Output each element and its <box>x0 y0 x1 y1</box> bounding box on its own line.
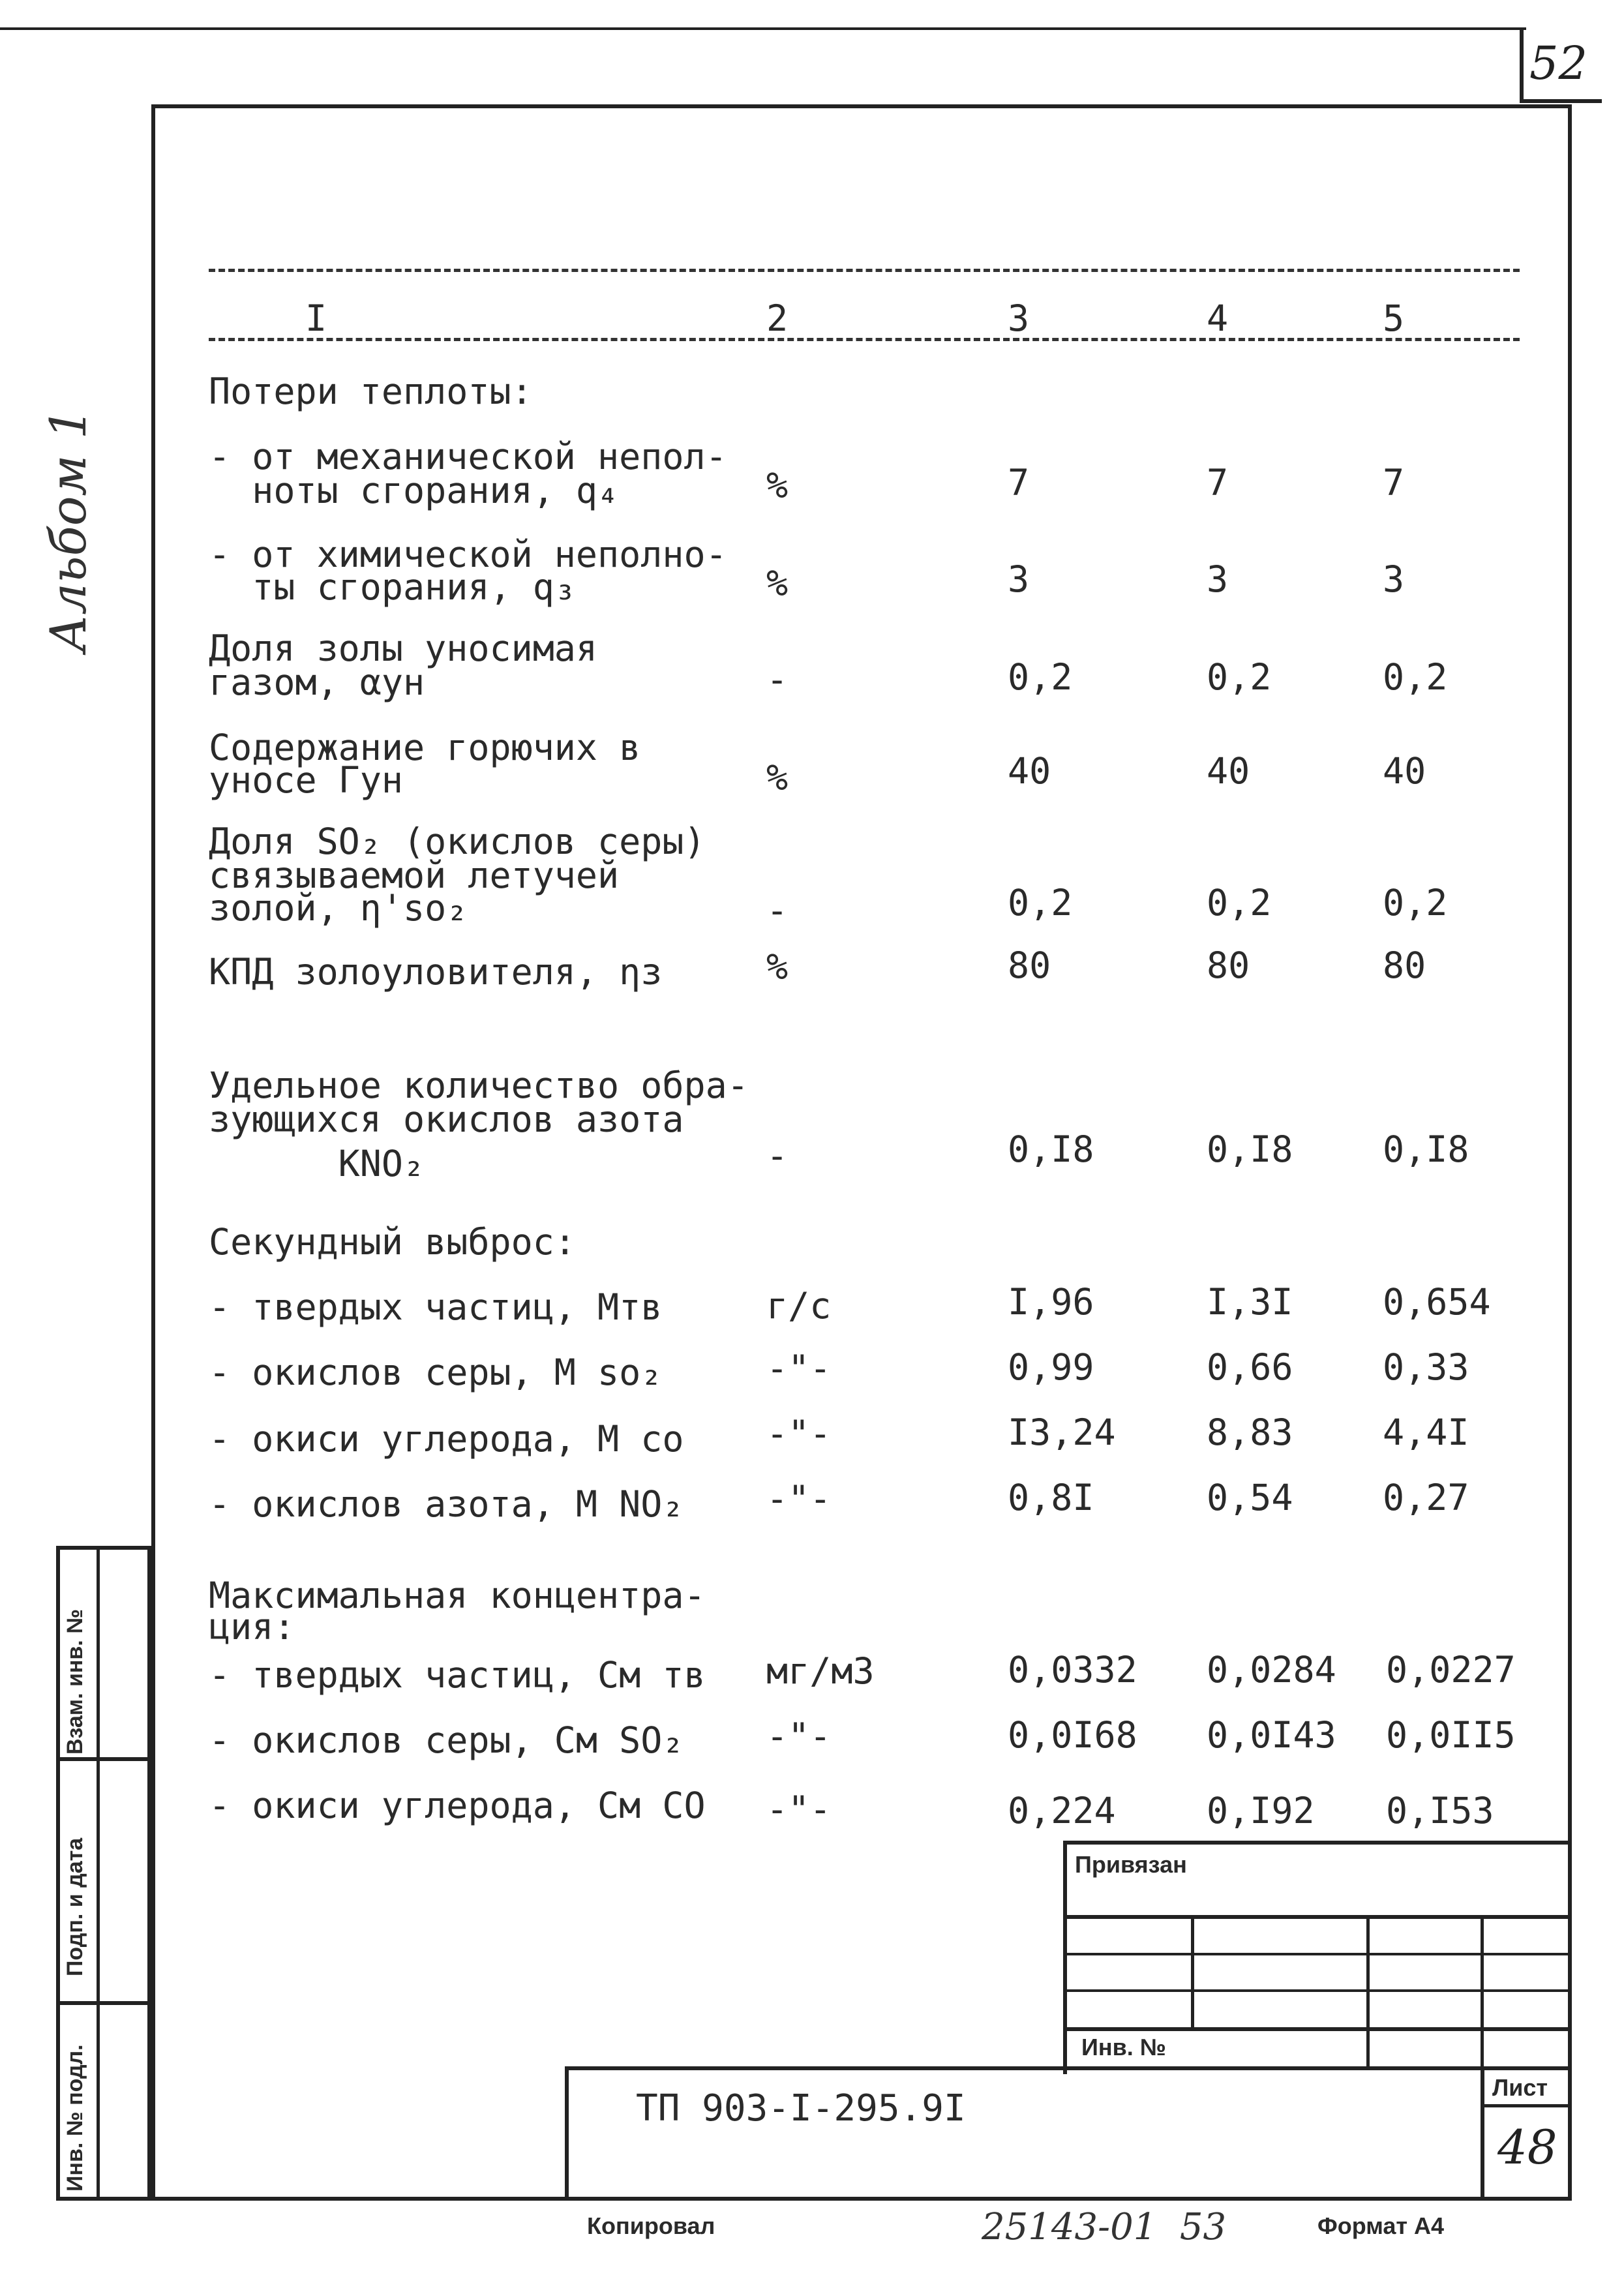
row-value-col3: 0,8I <box>1008 1477 1094 1518</box>
row-label-line: Удельное количество обра- <box>209 1064 749 1106</box>
row-unit: % <box>766 562 789 604</box>
row-value-col3: 0,99 <box>1008 1346 1094 1388</box>
row-value-col4: 40 <box>1207 750 1250 792</box>
row-heading-max-concentration: Максимальная концентра- <box>209 1575 706 1616</box>
header-dash-bottom <box>209 338 1520 341</box>
row-value-col4: I,3I <box>1207 1281 1293 1323</box>
row-label-line: золой, η'so₂ <box>209 887 468 929</box>
row-unit: - <box>766 890 789 931</box>
row-label-line: ноты сгорания, q₄ <box>209 470 620 511</box>
row-value-col4: 0,54 <box>1207 1477 1293 1518</box>
header-dash-top <box>209 269 1520 272</box>
row-heading-max-concentration-2: ция: <box>209 1606 295 1648</box>
row-value-col4: 0,2 <box>1207 882 1272 924</box>
row-label-line: КПД золоуловителя, ηз <box>209 951 663 993</box>
row-heading-heat-losses: Потери теплоты: <box>209 370 533 412</box>
row-value-col3: I3,24 <box>1008 1411 1116 1453</box>
row-value-col4: 0,66 <box>1207 1346 1293 1388</box>
inv-no-label: Инв. № <box>1081 2034 1166 2060</box>
list-number: 48 <box>1497 2120 1557 2175</box>
row-value-col4: 8,83 <box>1207 1411 1293 1453</box>
row-unit: -"- <box>766 1413 832 1455</box>
row-unit: -"- <box>766 1478 832 1520</box>
row-value-col3: 0,224 <box>1008 1790 1116 1832</box>
row-value-col4: 3 <box>1207 558 1229 600</box>
row-label-line: уносе Гун <box>209 759 404 801</box>
row-label-line: ты сгорания, q₃ <box>209 566 576 608</box>
format-label: Формат А4 <box>1317 2212 1445 2239</box>
row-unit: % <box>766 946 789 988</box>
row-unit: % <box>766 464 789 506</box>
row-value-col5: 3 <box>1383 558 1405 600</box>
col-header-3: 3 <box>1008 297 1030 339</box>
row-value-col4: 0,I8 <box>1207 1128 1293 1170</box>
col-header-4: 4 <box>1207 297 1229 339</box>
row-value-col3: 0,0I68 <box>1008 1714 1137 1756</box>
row-value-col5: 0,0II5 <box>1386 1714 1516 1756</box>
row-value-col4: 80 <box>1207 944 1250 986</box>
row-unit: % <box>766 757 789 798</box>
row-value-col3: I,96 <box>1008 1281 1094 1323</box>
row-value-col3: 0,I8 <box>1008 1128 1094 1170</box>
row-label-line: - от механической непол- <box>209 436 727 477</box>
row-label-line: связываемой летучей <box>209 854 620 896</box>
row-value-col5: 0,I8 <box>1383 1128 1469 1170</box>
row-label-line: зующихся окислов азота <box>209 1098 684 1140</box>
row-label-line: газом, αун <box>209 661 425 703</box>
col-header-2: 2 <box>766 297 789 339</box>
row-value-col4: 0,2 <box>1207 656 1272 698</box>
row-value-col5: 40 <box>1383 750 1426 792</box>
privyazan-label: Привязан <box>1075 1851 1187 1878</box>
row-label-line: Доля золы уносимая <box>209 627 598 669</box>
row-value-col5: 80 <box>1383 944 1426 986</box>
list-label: Лист <box>1492 2074 1548 2101</box>
podp-data-label: Подп. и дата <box>63 1837 87 1976</box>
document-code: ТП 903-I-295.9I <box>636 2087 966 2130</box>
row-unit: мг/м3 <box>766 1650 875 1692</box>
row-value-col5: 0,2 <box>1383 656 1448 698</box>
row-unit: - <box>766 659 789 701</box>
row-label-line: - окислов серы, Cм SO₂ <box>209 1719 684 1761</box>
album-label: Альбом 1 <box>39 408 97 652</box>
row-unit: г/с <box>766 1285 832 1327</box>
kopiroval-label: Копировал <box>587 2212 715 2239</box>
row-unit: -"- <box>766 1715 832 1757</box>
row-value-col5: 0,654 <box>1383 1281 1491 1323</box>
row-label-line: Доля SO₂ (окислов серы) <box>209 821 706 862</box>
row-label-line: - твердых частиц, Cм тв <box>209 1654 706 1696</box>
row-value-col3: 40 <box>1008 750 1051 792</box>
row-value-col5: 0,2 <box>1383 882 1448 924</box>
row-label-line: Содержание горючих в <box>209 727 641 768</box>
row-value-col4: 0,0284 <box>1207 1649 1336 1691</box>
row-value-col3: 0,2 <box>1008 656 1073 698</box>
row-value-col4: 0,0I43 <box>1207 1714 1336 1756</box>
row-label-line: - окиси углерода, М co <box>209 1418 684 1460</box>
page-number: 52 <box>1529 37 1588 90</box>
row-value-col4: 7 <box>1207 462 1229 504</box>
row-value-col3: 80 <box>1008 944 1051 986</box>
row-value-col5: 0,0227 <box>1386 1649 1516 1691</box>
row-label-line: - окиси углерода, Cм CO <box>209 1785 706 1826</box>
row-value-col5: 0,I53 <box>1386 1790 1494 1832</box>
top-border-line <box>0 27 1526 30</box>
row-label-line: KNO₂ <box>209 1143 425 1184</box>
row-value-col5: 7 <box>1383 462 1405 504</box>
row-label-line: - от химической неполно- <box>209 534 727 575</box>
row-unit: -"- <box>766 1788 832 1830</box>
vzam-inv-label: Взам. инв. № <box>63 1608 87 1755</box>
row-value-col5: 0,33 <box>1383 1346 1469 1388</box>
inv-podl-label: Инв. № подл. <box>63 2044 87 2192</box>
copy-number: 25143-01 53 <box>982 2206 1227 2248</box>
row-value-col5: 4,4I <box>1383 1411 1469 1453</box>
col-header-1: I <box>305 297 327 339</box>
row-value-col3: 0,2 <box>1008 882 1073 924</box>
row-unit: - <box>766 1135 789 1177</box>
col-header-5: 5 <box>1383 297 1405 339</box>
row-unit: -"- <box>766 1348 832 1389</box>
row-label-line: - окислов азота, М NO₂ <box>209 1483 684 1525</box>
row-label-line: - окислов серы, М so₂ <box>209 1351 663 1393</box>
row-value-col4: 0,I92 <box>1207 1790 1315 1832</box>
row-heading-second-emission: Секундный выброс: <box>209 1221 576 1263</box>
row-value-col3: 3 <box>1008 558 1030 600</box>
row-value-col3: 7 <box>1008 462 1030 504</box>
row-value-col5: 0,27 <box>1383 1477 1469 1518</box>
row-value-col3: 0,0332 <box>1008 1649 1137 1691</box>
row-label-line: - твердых частиц, Мтв <box>209 1286 663 1328</box>
